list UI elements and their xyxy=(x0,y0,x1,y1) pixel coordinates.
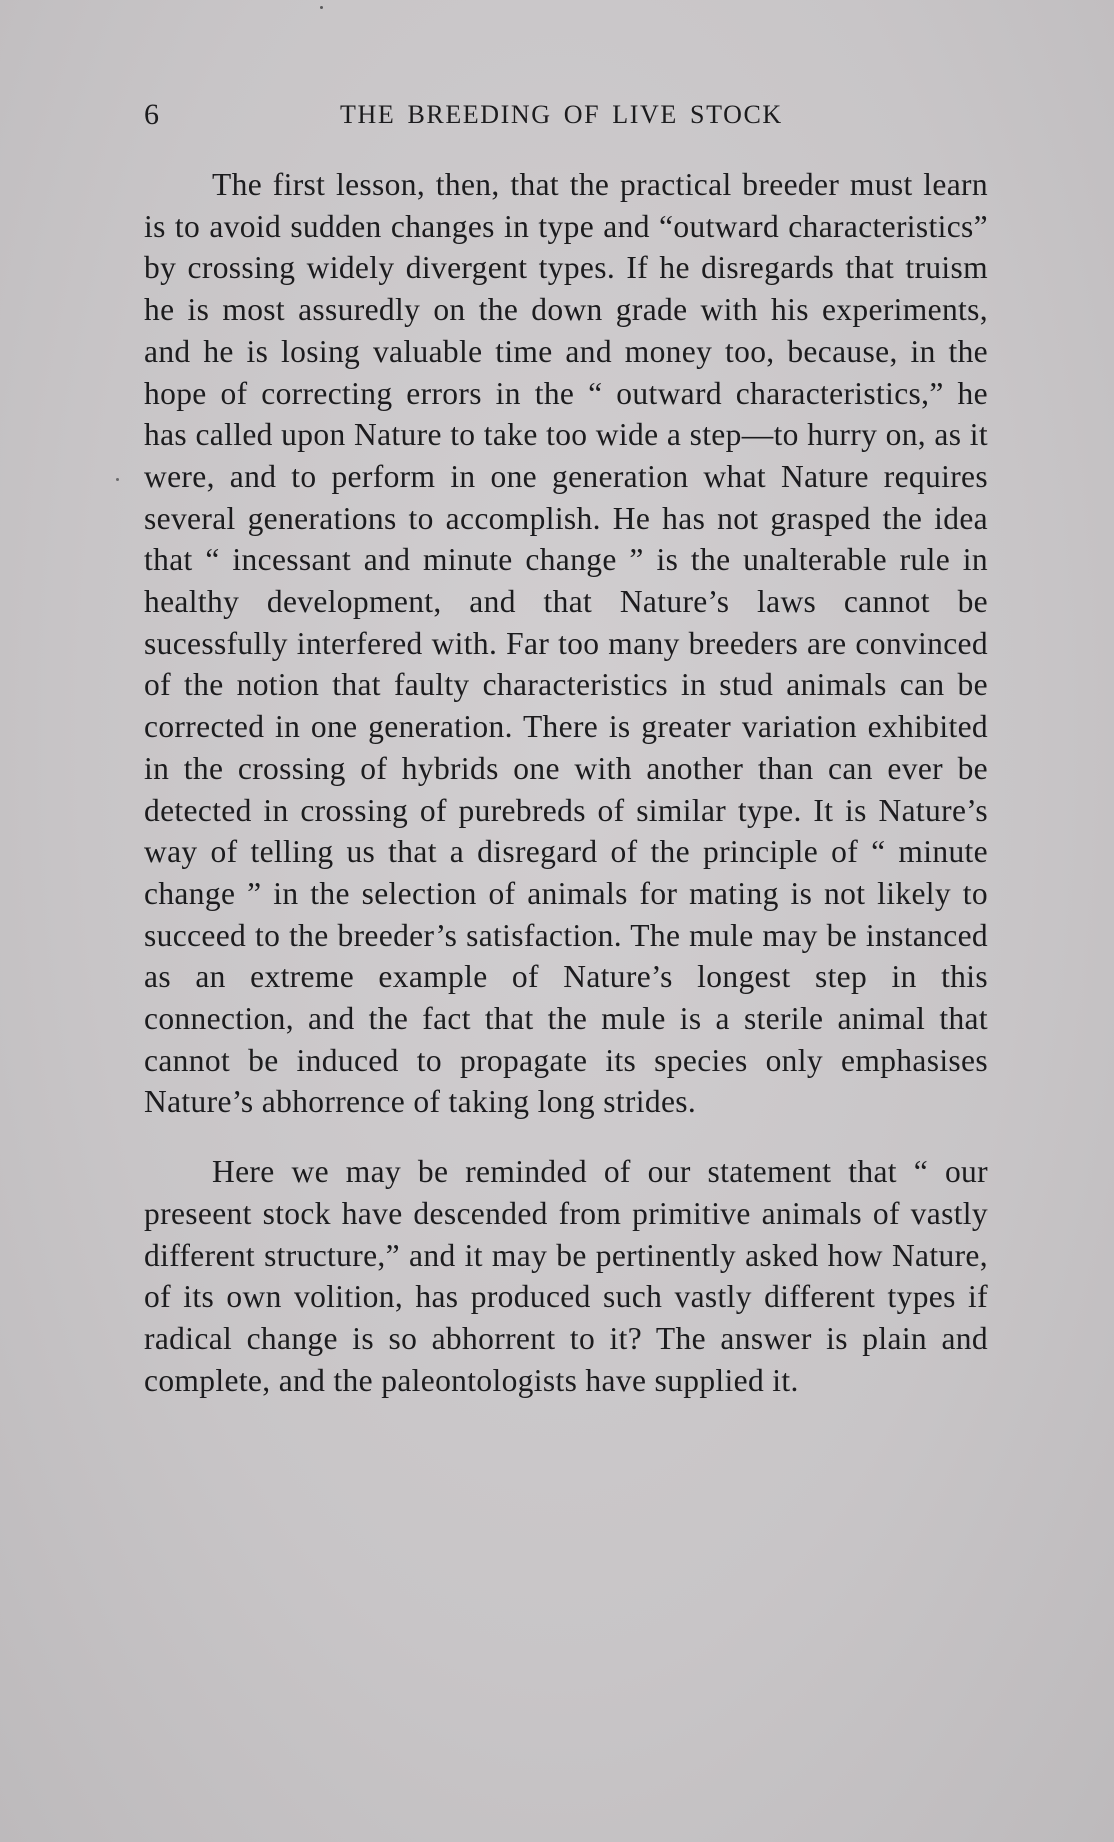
page-header xyxy=(144,98,1000,138)
paper-speck xyxy=(320,6,323,9)
paragraph-1: The first lesson, then, that the practical breeder must learn is to avoid sudden changes in type and “outward characteristics” by crossing widely divergent types. If he disregards that truism he is most assuredly on the down grade with his experiments, and he is losing valuable time and money too, because, in the hope of correcting errors in the “ outward characteristics,” he has called upon Nature to take too wide a step—to hurry on, as it were, and to perform in one generation what Nature requires several generations to accomplish. He has not grasped the idea that “ incessant and minute change ” is the unalterable rule in healthy development, and that Nature’s laws cannot be sucessfully interfered with. Far too many breeders are convinced of the notion that faulty characteristics in stud animals can be corrected in one generation. There is greater variation exhibited in the crossing of hybrids one with another than can ever be detected in crossing of purebreds of similar type. It is Nature’s way of telling us that a disregard of the principle of “ minute change ” in the selection of animals for mating is not likely to succeed to the breeder’s satisfaction. The mule may be instanced as an extreme example of Nature’s longest step in this connection, and the fact that the mule is a sterile animal that cannot be induced to propagate its species only emphasises Nature’s abhorrence of taking long strides. xyxy=(144,167,988,1120)
margin-speck xyxy=(116,478,119,481)
running-head: THE BREEDING OF LIVE STOCK xyxy=(340,100,783,129)
paragraph-2: Here we may be reminded of our statement that “ our preseent stock have descended from primitive animals of vastly different structure,” and it may be pertinently asked how Nature, of its own volition, has produced such vastly different types if radical change is so abhorrent to it? The answer is plain and complete, and the paleontologists have supplied it. xyxy=(144,1154,988,1398)
page-number: 6 xyxy=(144,98,160,131)
body-text xyxy=(144,164,988,1401)
